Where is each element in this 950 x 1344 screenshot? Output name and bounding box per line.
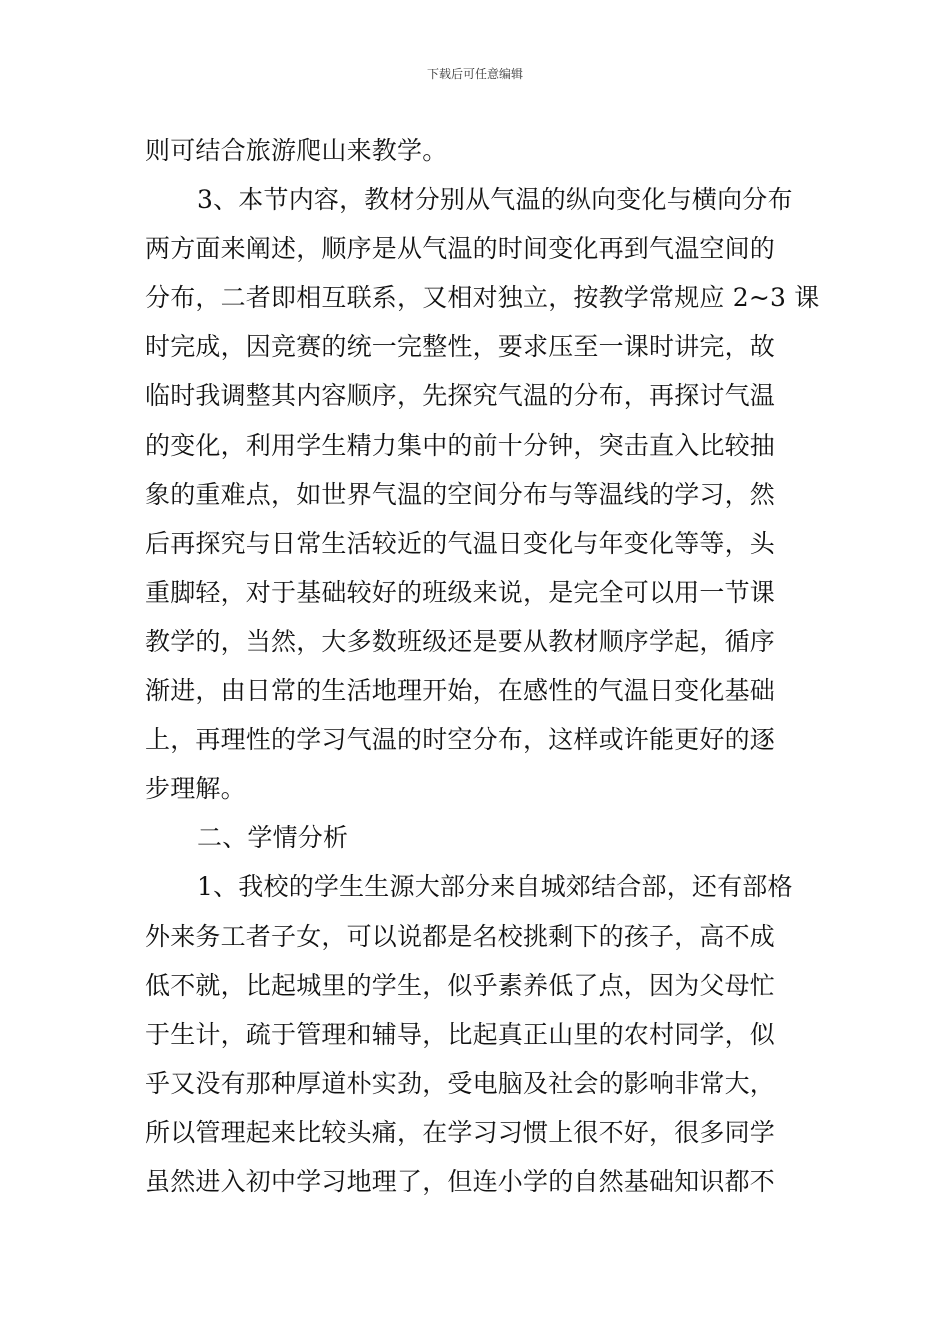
text-line: 临时我调整其内容顺序，先探究气温的分布，再探讨气温 (145, 381, 776, 411)
text-line: 所以管理起来比较头痛，在学习习惯上很不好，很多同学 (145, 1117, 776, 1147)
text-line: 分布，二者即相互联系，又相对独立，按教学常规应 2~3 课 (145, 283, 820, 313)
text-line: 于生计，疏于管理和辅导，比起真正山里的农村同学，似 (145, 1019, 776, 1049)
paragraph-start-line: 3、本节内容，教材分别从气温的纵向变化与横向分布 (197, 185, 793, 215)
text-line: 象的重难点，如世界气温的空间分布与等温线的学习，然 (145, 479, 776, 509)
text-line: 时完成，因竞赛的统一完整性，要求压至一课时讲完，故 (145, 332, 776, 362)
text-line: 乎又没有那种厚道朴实劲，受电脑及社会的影响非常大， (145, 1068, 776, 1098)
text-line: 两方面来阐述，顺序是从气温的时间变化再到气温空间的 (145, 234, 776, 264)
text-line: 外来务工者子女，可以说都是名校挑剩下的孩子，高不成 (145, 921, 776, 951)
text-line: 上，再理性的学习气温的时空分布，这样或许能更好的逐 (145, 725, 776, 755)
text-line: 则可结合旅游爬山来教学。 (145, 136, 448, 165)
body-text (145, 126, 820, 1206)
text-line: 教学的，当然，大多数班级还是要从教材顺序学起，循序 (145, 626, 776, 656)
text-line: 虽然进入初中学习地理了，但连小学的自然基础知识都不 (145, 1166, 776, 1196)
paragraph-start-line: 1、我校的学生生源大部分来自城郊结合部，还有部格 (197, 872, 793, 902)
text-line: 后再探究与日常生活较近的气温日变化与年变化等等，头 (145, 528, 776, 558)
text-line: 低不就，比起城里的学生，似乎素养低了点，因为父母忙 (145, 970, 776, 1000)
text-line: 重脚轻，对于基础较好的班级来说，是完全可以用一节课 (145, 577, 776, 607)
page-header: 下载后可任意编辑 (426, 67, 523, 81)
section-heading: 二、学情分析 (197, 823, 349, 853)
text-line: 步理解。 (145, 774, 246, 804)
text-line: 的变化，利用学生精力集中的前十分钟，突击直入比较抽 (145, 430, 776, 460)
text-line: 渐进，由日常的生活地理开始，在感性的气温日变化基础 (145, 676, 776, 706)
